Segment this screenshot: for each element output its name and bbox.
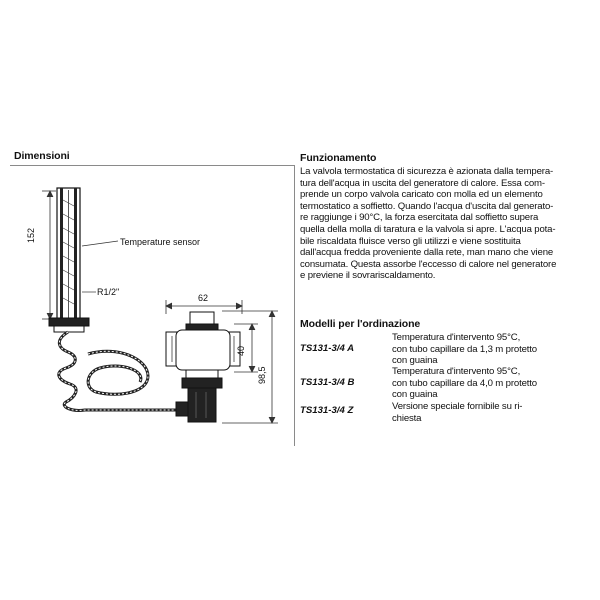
model-desc-line: Temperatura d'intervento 95°C, bbox=[392, 366, 521, 377]
dimensioni-heading: Dimensioni bbox=[14, 150, 70, 162]
capillary-tube bbox=[59, 332, 178, 410]
funzionamento-heading: Funzionamento bbox=[300, 152, 377, 164]
model-desc-line: Temperatura d'intervento 95°C, bbox=[392, 332, 521, 343]
paragraph-line: prende un corpo valvola caricato con molla ed un elemento bbox=[300, 189, 543, 201]
model-desc-line: chiesta bbox=[392, 412, 422, 424]
modelli-heading: Modelli per l'ordinazione bbox=[300, 318, 421, 330]
model-description-b bbox=[392, 366, 537, 401]
valve-body bbox=[166, 312, 240, 422]
temperature-sensor-label: Temperature sensor bbox=[120, 237, 201, 247]
dimension-62-text: 62 bbox=[198, 293, 209, 303]
paragraph-line: bile riscaldata fluisce verso gli utilizzi e viene sostituita bbox=[300, 235, 521, 247]
paragraph-line: tura dell'acqua in uscita del generatore di calore. Essa com- bbox=[300, 177, 545, 189]
dimension-152-text: 152 bbox=[26, 227, 36, 243]
paragraph-line: termostatico a soffietto. Quando l'acqua d'uscita dal generato- bbox=[300, 200, 554, 212]
temperature-sensor bbox=[49, 188, 89, 332]
paragraph-line: quella della molla di taratura e la valvola si apre. L'acqua pota- bbox=[300, 223, 556, 235]
model-code-z: TS131-3/4 Z bbox=[300, 405, 354, 416]
paragraph-line: e previene il sovrariscaldamento. bbox=[300, 270, 436, 282]
model-desc-line: con guaina bbox=[392, 389, 438, 401]
model-desc-line: con tubo capillare da 1,3 m protetto bbox=[392, 343, 537, 355]
paragraph-line: consumata. Questa assorbe l'eccesso di calore nel generatore bbox=[300, 258, 557, 270]
model-desc-line: con tubo capillare da 4,0 m protetto bbox=[392, 377, 537, 389]
model-description-a bbox=[392, 332, 537, 367]
paragraph-line: dall'acqua fredda proveniente dalla rete, man mano che viene bbox=[300, 247, 554, 259]
dimension-98-5-text: 98,5 bbox=[257, 366, 267, 384]
model-code-b: TS131-3/4 B bbox=[300, 377, 355, 388]
dimension-152-line bbox=[42, 191, 56, 319]
dimension-40-text: 40 bbox=[236, 345, 246, 356]
paragraph-line: re raggiunge i 90°C, la forza esercitata dal soffietto supera bbox=[300, 212, 539, 224]
model-desc-line: con guaina bbox=[392, 355, 438, 367]
model-code-a: TS131-3/4 A bbox=[300, 343, 355, 354]
thread-label: R1/2" bbox=[97, 287, 120, 297]
paragraph-line: La valvola termostatica di sicurezza è azionata dalla tempera- bbox=[300, 166, 554, 177]
model-description-z bbox=[392, 401, 522, 424]
model-desc-line: Versione speciale fornibile su ri- bbox=[392, 401, 523, 412]
funzionamento-paragraph bbox=[300, 166, 596, 282]
